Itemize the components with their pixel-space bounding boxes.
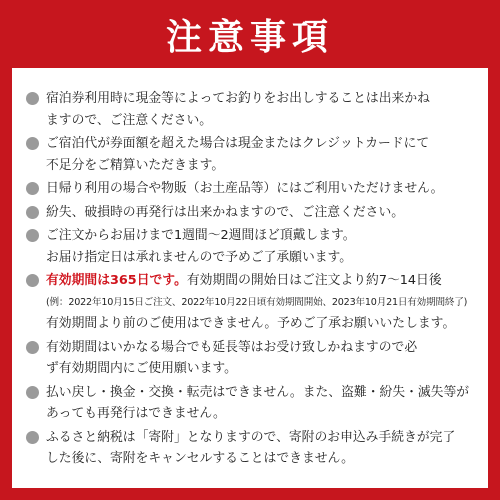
validity-highlight: 有効期間は365日です。 xyxy=(46,273,187,288)
item-text xyxy=(46,270,470,292)
list-item xyxy=(26,225,470,268)
bullet-icon xyxy=(26,92,39,105)
validity-example: (例：2022年10月15日ご注文、2022年10月22日頃有効期間開始、2023年10月21日有効期間終了) xyxy=(46,296,468,308)
list-item xyxy=(26,202,470,224)
bullet-icon xyxy=(26,182,39,195)
item-text: 払い戻し・換金・交換・転売はできません。また、盗難・紛失・滅失等が xyxy=(46,384,470,400)
list-item-validity xyxy=(26,270,470,335)
title-bar xyxy=(0,0,500,68)
item-text: あっても再発行はできません。 xyxy=(46,406,226,421)
list-item xyxy=(26,427,470,470)
list-item xyxy=(26,337,470,380)
bullet-icon xyxy=(26,206,39,219)
bullet-icon xyxy=(26,386,39,399)
item-text: お届け指定日は承れませんので予めご了承願います。 xyxy=(46,249,353,265)
list-item xyxy=(26,178,470,200)
item-text: 日帰り利用の場合や物販（お土産品等）にはご利用いただけません。 xyxy=(46,181,444,196)
bullet-icon xyxy=(26,229,39,242)
bullet-icon xyxy=(26,274,39,287)
page-title: 注意事項 xyxy=(165,16,334,58)
item-text: 不足分をご精算いただきます。 xyxy=(46,157,225,173)
list-item xyxy=(26,133,470,176)
item-text: 紛失、破損時の再発行は出来かねますので、ご注意ください。 xyxy=(46,204,405,220)
item-text: した後に、寄附をキャンセルすることはできません。 xyxy=(46,451,354,466)
item-text: ご注文からお届けまで1週間～2週間ほど頂戴します。 xyxy=(46,228,356,243)
notice-panel xyxy=(12,68,488,488)
bullet-icon xyxy=(26,137,39,150)
list-item xyxy=(26,382,470,425)
item-text: ますので、ご注意ください。 xyxy=(46,112,213,128)
item-text: 有効期間はいかなる場合でも延長等はお受け致しかねますので必 xyxy=(46,339,418,355)
item-text: ず有効期間内にご使用願います。 xyxy=(46,361,237,376)
validity-text: 有効期間の開始日はご注文より約7～14日後 xyxy=(186,273,442,288)
list-item xyxy=(26,88,470,131)
item-text: 宿泊券利用時に現金等によってお釣りをお出しすることは出来かね xyxy=(46,91,430,106)
bullet-icon xyxy=(26,341,39,354)
item-text: ご宿泊代が券面額を超えた場合は現金またはクレジットカードにて xyxy=(46,136,430,151)
item-text: ふるさと納税は「寄附」となりますので、寄附のお申込み手続きが完了 xyxy=(46,429,456,445)
item-text: 有効期間より前のご使用はできません。予めご了承お願いいたします。 xyxy=(46,316,456,331)
bullet-icon xyxy=(26,431,39,444)
